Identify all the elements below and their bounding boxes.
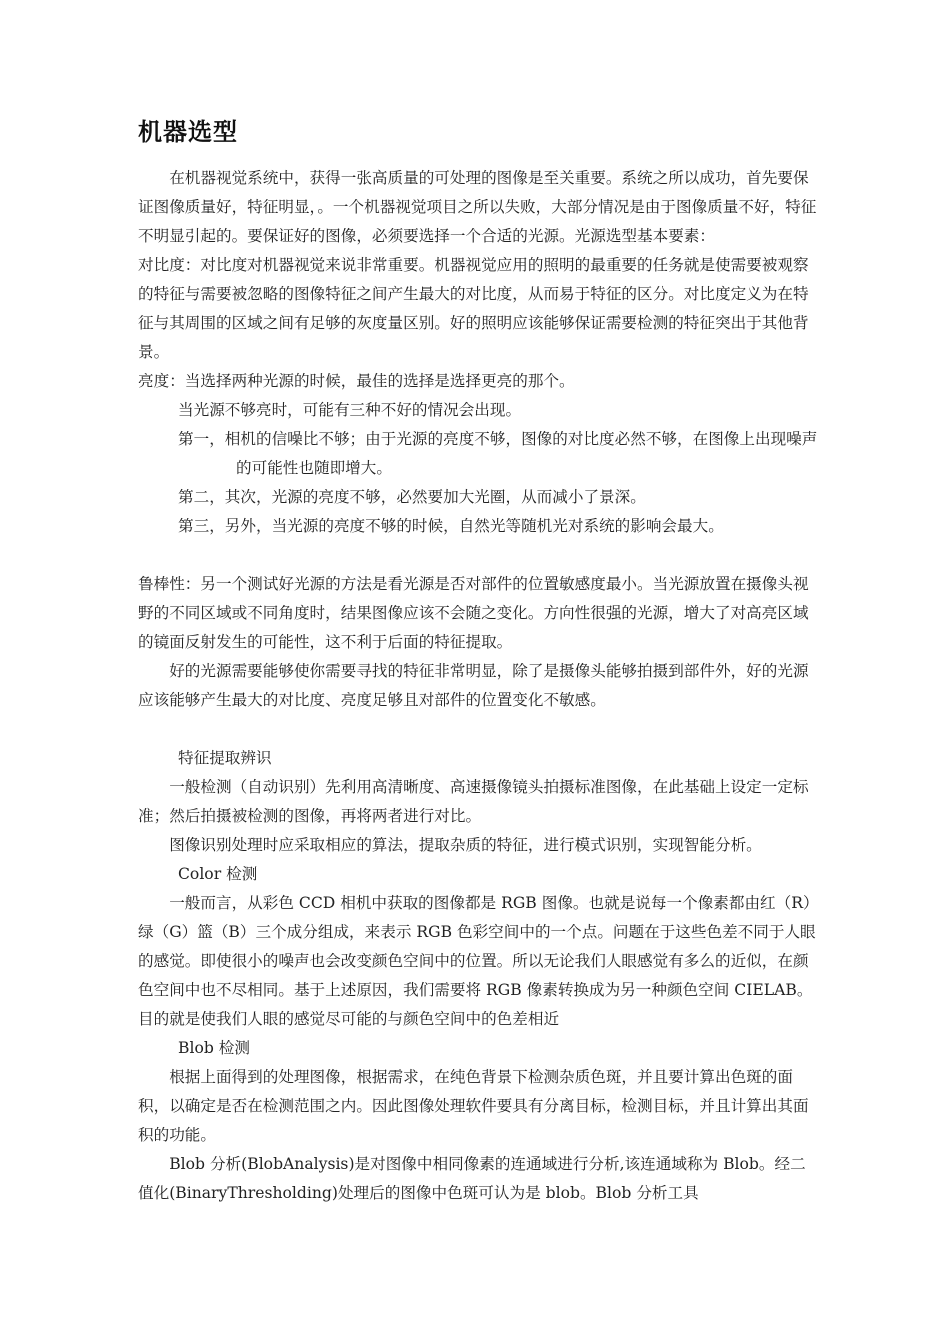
contrast-paragraph: 对比度：对比度对机器视觉来说非常重要。机器视觉应用的照明的最重要的任务就是使需要被观察的特征与需要被忽略的图像特征之间产生最大的对比度，从而易于特征的区分。对比度定义为在特征与其周围的区域之间有足够的灰度量区别。好的照明应该能够保证需要检测的特征突出于其他背景。 bbox=[138, 256, 809, 361]
color-heading: Color 检测 bbox=[178, 865, 258, 883]
document-title: 机器选型 bbox=[138, 118, 238, 146]
feature-paragraph-2: 图像识别处理时应采取相应的算法，提取杂质的特征，进行模式识别，实现智能分析。 bbox=[169, 836, 762, 854]
robustness-paragraph: 鲁棒性：另一个测试好光源的方法是看光源是否对部件的位置敏感度最小。当光源放置在摄像头视野的不同区域或不同角度时，结果图像应该不会随之变化。方向性很强的光源，增大了对高亮区域的镜面反射发生的可能性，这不利于后面的特征提取。 bbox=[138, 575, 809, 651]
blob-heading: Blob 检测 bbox=[178, 1039, 250, 1057]
color-paragraph: 一般而言，从彩色 CCD 相机中获取的图像都是 RGB 图像。也就是说每一个像素都由红（R）绿（G）篮（B）三个成分组成，来表示 RGB 色彩空间中的一个点。问题在于这些色差不同于人眼的感觉。即使很小的噪声也会改变颜色空间中的位置。所以无论我们人眼感觉有多么的近似，在颜色空间中也不尽相同。基于上述原因，我们需要将 RGB 像素转换成为另一种颜色空间 CIELAB。目的就是使我们人眼的感觉尽可能的与颜色空间中的色差相近 bbox=[138, 894, 816, 1028]
blob-paragraph-1: 根据上面得到的处理图像，根据需求，在纯色背景下检测杂质色斑，并且要计算出色斑的面积，以确定是否在检测范围之内。因此图像处理软件要具有分离目标，检测目标，并且计算出其面积的功能。 bbox=[138, 1068, 809, 1144]
feature-paragraph-1: 一般检测（自动识别）先利用高清晰度、高速摄像镜头拍摄标准图像，在此基础上设定一定标准；然后拍摄被检测的图像，再将两者进行对比。 bbox=[138, 778, 809, 825]
spacer bbox=[138, 541, 818, 570]
brightness-item-3: 第三，另外，当光源的亮度不够的时候，自然光等随机光对系统的影响会最大。 bbox=[178, 517, 724, 535]
intro-paragraph: 在机器视觉系统中，获得一张高质量的可处理的图像是至关重要。系统之所以成功，首先要保证图像质量好，特征明显，。一个机器视觉项目之所以失败，大部分情况是由于图像质量不好，特征不明显引起的。要保证好的图像，必须要选择一个合适的光源。光源选型基本要素： bbox=[138, 169, 817, 245]
spacer bbox=[138, 715, 818, 744]
blob-paragraph-2: Blob 分析(BlobAnalysis)是对图像中相同像素的连通域进行分析,该连通域称为 Blob。经二值化(BinaryThresholding)处理后的图像中色斑可认为是 blob。Blob 分析工具 bbox=[138, 1155, 806, 1202]
brightness-intro: 当光源不够亮时，可能有三种不好的情况会出现。 bbox=[178, 401, 522, 419]
brightness-paragraph: 亮度：当选择两种光源的时候，最佳的选择是选择更亮的那个。 bbox=[138, 372, 575, 390]
brightness-item-2: 第二，其次，光源的亮度不够，必然要加大光圈，从而减小了景深。 bbox=[178, 488, 646, 506]
document-body bbox=[138, 164, 818, 1208]
brightness-item-1: 第一，相机的信噪比不够；由于光源的亮度不够，图像的对比度必然不够，在图像上出现噪声的可能性也随即增大。 bbox=[178, 430, 818, 477]
good-light-paragraph: 好的光源需要能够使你需要寻找的特征非常明显，除了是摄像头能够拍摄到部件外，好的光源应该能够产生最大的对比度、亮度足够且对部件的位置变化不敏感。 bbox=[138, 662, 809, 709]
feature-heading: 特征提取辨识 bbox=[178, 749, 272, 767]
